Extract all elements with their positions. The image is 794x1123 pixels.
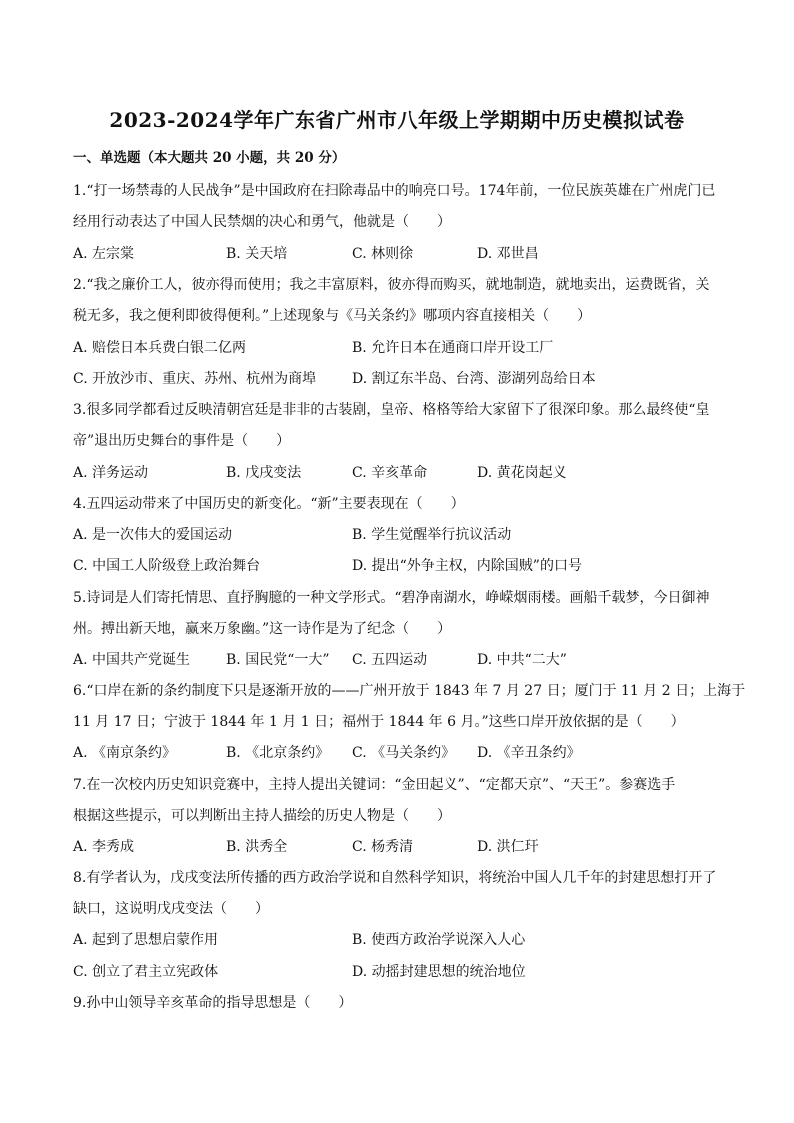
- section-heading: 一、单选题（本大题共 20 小题，共 20 分）: [73, 150, 346, 166]
- question-5-option-d: D. 中共“二大”: [477, 652, 567, 668]
- question-3-option-a: A. 洋务运动: [73, 465, 149, 481]
- question-1-line-2: 经用行动表达了中国人民禁烟的决心和勇气，他就是（ ）: [73, 214, 451, 230]
- question-1-option-c: C. 林则徐: [352, 246, 414, 262]
- question-8-option-b: B. 使西方政治学说深入人心: [352, 932, 526, 948]
- question-7-option-d: D. 洪仁玕: [477, 839, 539, 855]
- question-2-option-d: D. 割辽东半岛、台湾、澎湖列岛给日本: [352, 371, 596, 387]
- page-title: 2023-2024学年广东省广州市八年级上学期期中历史模拟试卷: [109, 108, 685, 132]
- question-2-option-b: B. 允许日本在通商口岸开设工厂: [352, 340, 554, 356]
- question-9-line-1: 9.孙中山领导辛亥革命的指导思想是（ ）: [73, 995, 353, 1011]
- question-7-line-1: 7.在一次校内历史知识竞赛中，主持人提出关键词：“金田起义”、“定都天京”、“天王”。参赛选手: [73, 777, 676, 793]
- question-5-option-a: A. 中国共产党诞生: [73, 652, 191, 668]
- question-3-option-d: D. 黄花岗起义: [477, 465, 567, 481]
- question-6-option-d: D. 《辛丑条约》: [477, 745, 581, 761]
- question-4-option-b: B. 学生觉醒举行抗议活动: [352, 527, 512, 543]
- question-5-line-2: 州。搏出新天地，赢来万象幽。”这一诗作是为了纪念（ ）: [73, 621, 452, 637]
- question-1-line-1: 1.“打一场禁毒的人民战争”是中国政府在扫除毒品中的响亮口号。174年前，一位民族英雄在广州虎门已: [73, 183, 716, 199]
- question-4-option-a: A. 是一次伟大的爱国运动: [73, 527, 233, 543]
- question-3-line-1: 3.很多同学都看过反映清朝宫廷是非非的古装剧，皇帝、格格等给大家留下了很深印象。那么最终使“皇: [73, 402, 710, 418]
- question-1-option-a: A. 左宗棠: [73, 246, 135, 262]
- question-6-line-2: 11 月 17 日；宁波于 1844 年 1 月 1 日；福州于 1844 年 6 月。”这些口岸开放依据的是（ ）: [73, 714, 685, 730]
- question-8-option-a: A. 起到了思想启蒙作用: [73, 932, 219, 948]
- question-7-option-a: A. 李秀成: [73, 839, 135, 855]
- question-2-line-1: 2.“我之廉价工人，彼亦得而使用；我之丰富原料，彼亦得而购买，就地制造，就地卖出，运费既省，关: [73, 277, 710, 293]
- question-6-option-b: B. 《北京条约》: [226, 745, 330, 761]
- question-5-option-c: C. 五四运动: [352, 652, 428, 668]
- question-8-line-1: 8.有学者认为，戊戌变法所传播的西方政治学说和自然科学知识，将统治中国人几千年的封建思想打开了: [73, 870, 717, 886]
- question-2-option-c: C. 开放沙市、重庆、苏州、杭州为商埠: [73, 371, 317, 387]
- question-7-line-2: 根据这些提示，可以判断出主持人描绘的历史人物是（ ）: [73, 808, 451, 824]
- question-6-line-1: 6.“口岸在新的条约制度下只是逐渐开放的——广州开放于 1843 年 7 月 27 日；厦门于 11 月 2 日；上海于: [73, 683, 746, 699]
- question-8-option-c: C. 创立了君主立宪政体: [73, 964, 219, 980]
- question-8-line-2: 缺口，这说明戊戌变法（ ）: [73, 901, 269, 917]
- question-4-option-d: D. 提出“外争主权，内除国贼”的口号: [352, 558, 582, 574]
- question-2-line-2: 税无多，我之便利即彼得便利。”上述现象与《马关条约》哪项内容直接相关（ ）: [73, 308, 592, 324]
- question-3-line-2: 帝”退出历史舞台的事件是（ ）: [73, 433, 291, 449]
- question-2-option-a: A. 赔偿日本兵费白银二亿两: [73, 340, 247, 356]
- question-6-option-c: C. 《马关条约》: [352, 745, 456, 761]
- question-4-option-c: C. 中国工人阶级登上政治舞台: [73, 558, 261, 574]
- question-5-option-b: B. 国民党“一大”: [226, 652, 330, 668]
- question-1-option-d: D. 邓世昌: [477, 246, 539, 262]
- question-7-option-b: B. 洪秀全: [226, 839, 288, 855]
- question-5-line-1: 5.诗词是人们寄托情思、直抒胸臆的一种文学形式。“碧净南湖水，峥嵘烟雨楼。画船千载梦，今日御神: [73, 590, 710, 606]
- question-4-line-1: 4.五四运动带来了中国历史的新变化。“新”主要表现在（ ）: [73, 496, 465, 512]
- question-6-option-a: A. 《南京条约》: [73, 745, 177, 761]
- question-8-option-d: D. 动摇封建思想的统治地位: [352, 964, 526, 980]
- question-3-option-c: C. 辛亥革命: [352, 465, 428, 481]
- question-7-option-c: C. 杨秀清: [352, 839, 414, 855]
- question-3-option-b: B. 戊戌变法: [226, 465, 302, 481]
- question-1-option-b: B. 关天培: [226, 246, 288, 262]
